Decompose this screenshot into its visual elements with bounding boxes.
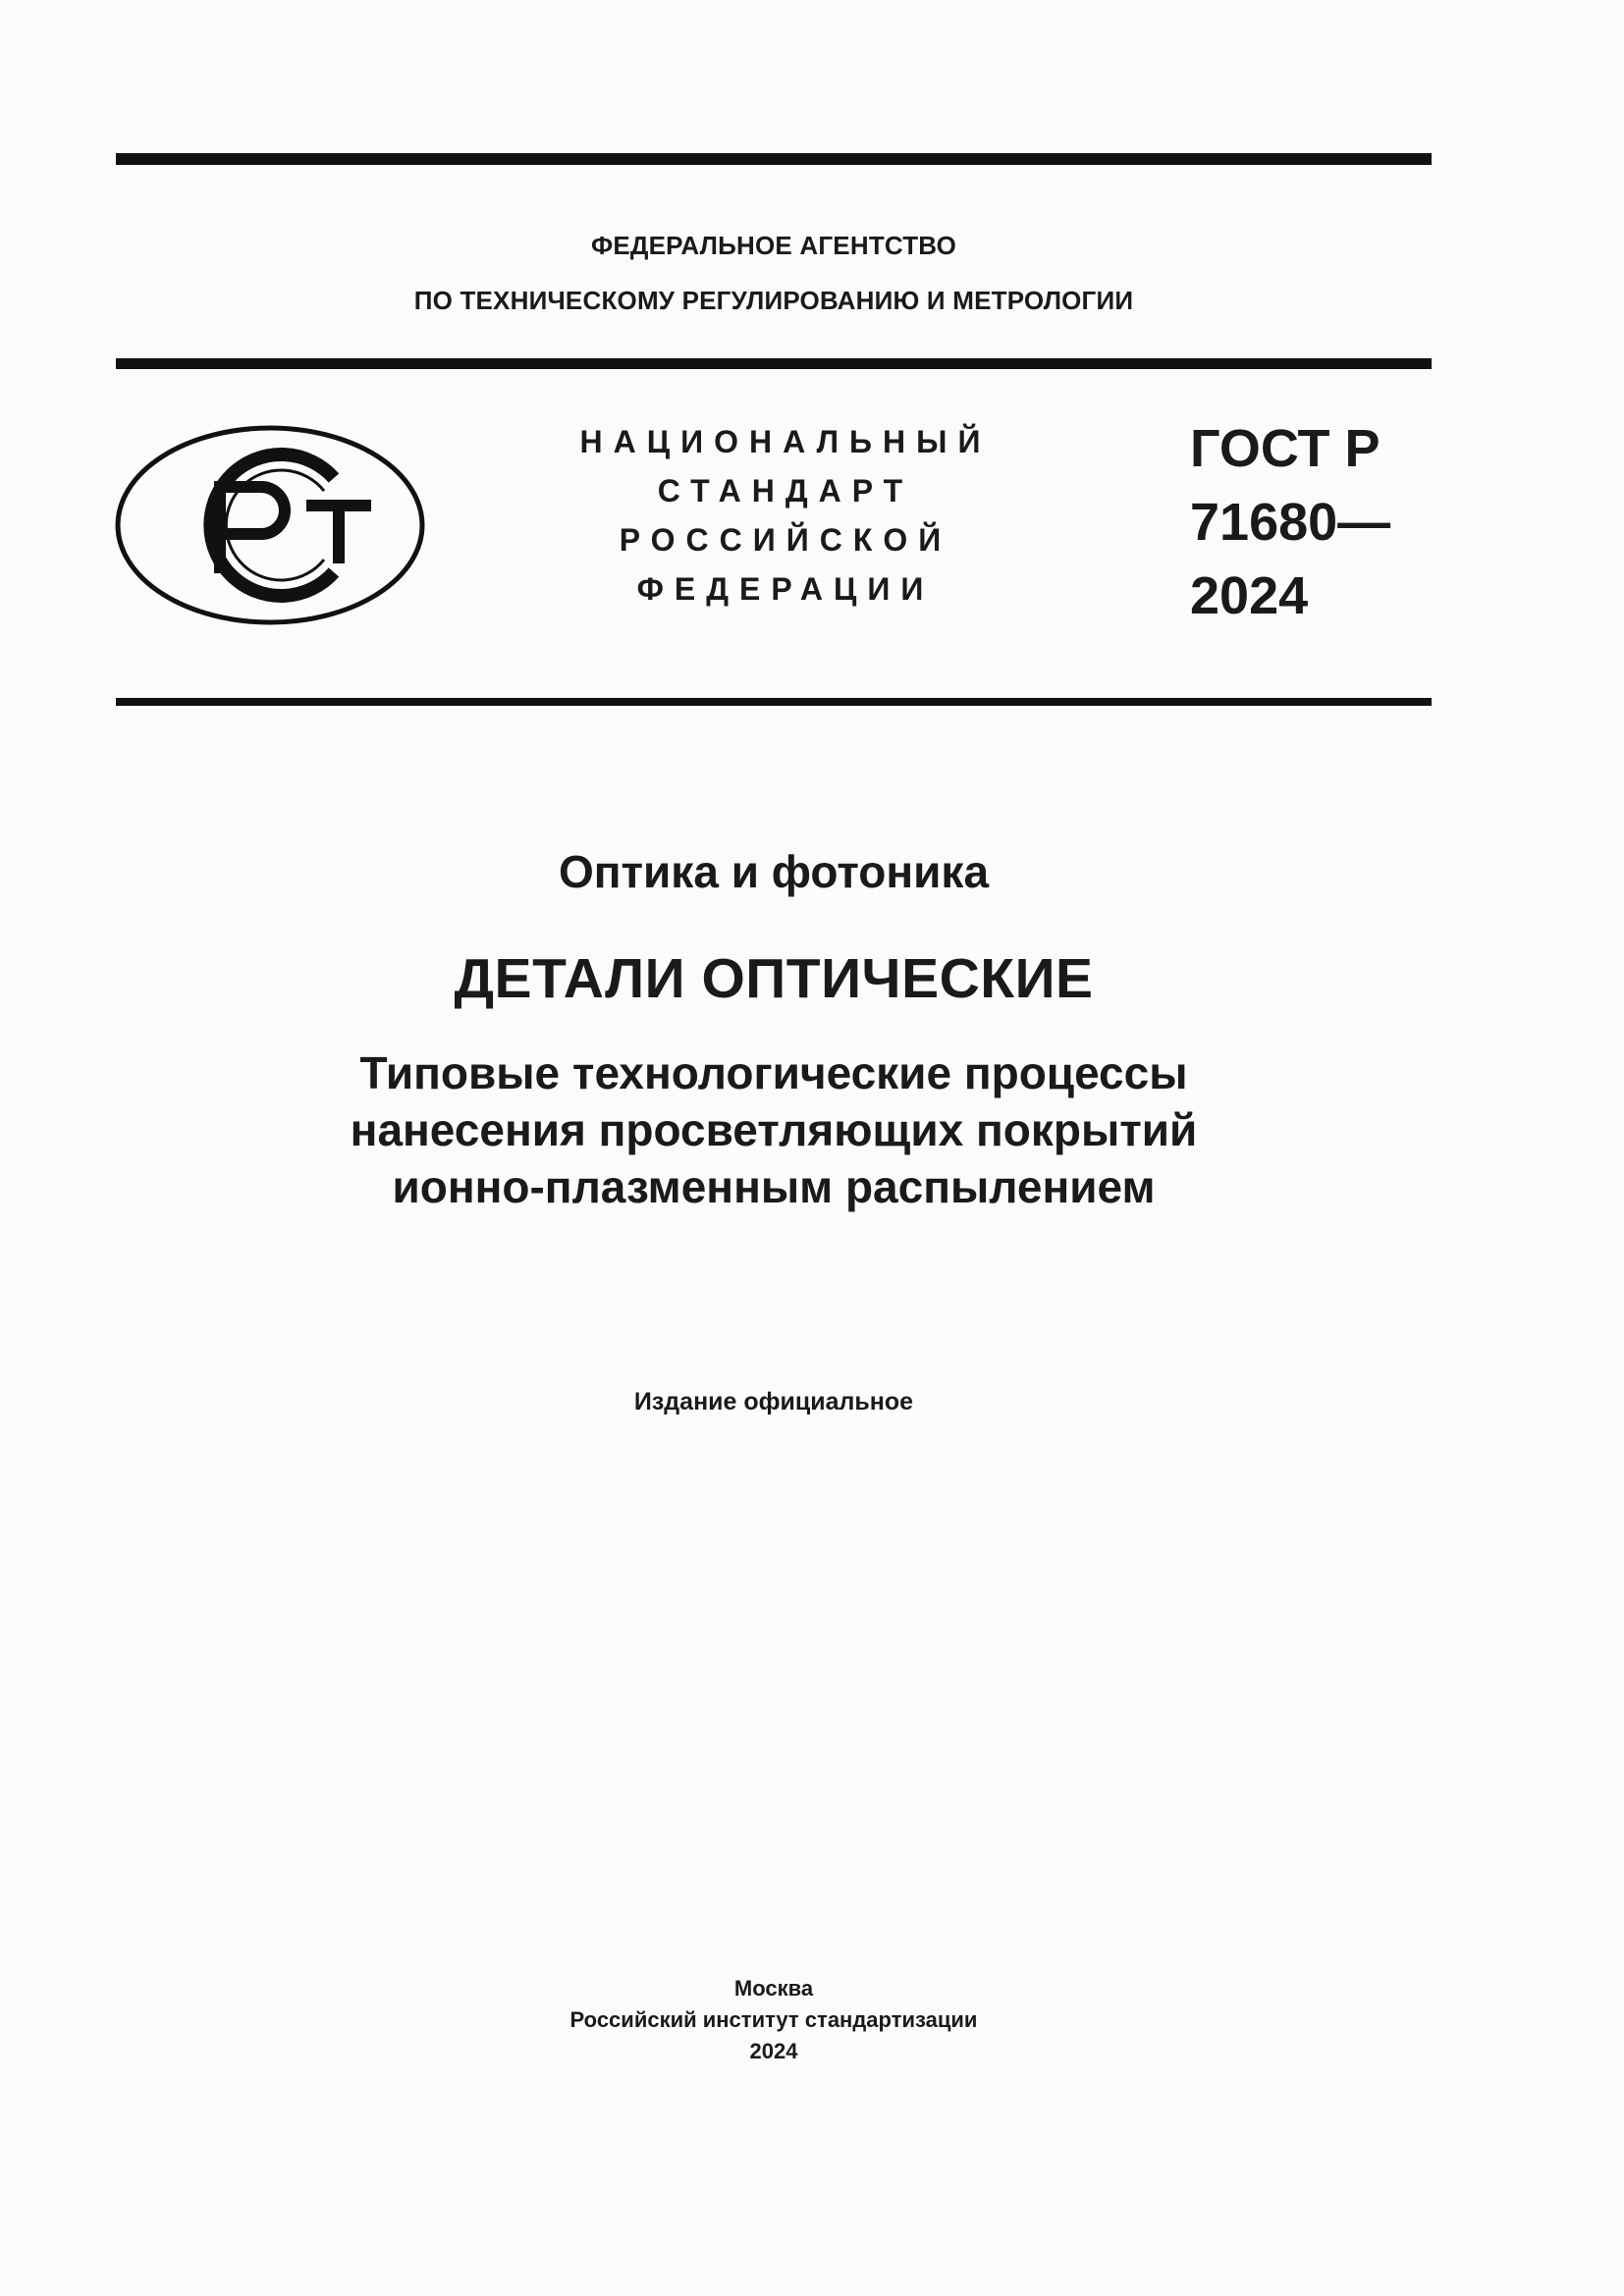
subtitle-line: ионно-плазменным распылением xyxy=(392,1161,1156,1212)
agency-line-1: ФЕДЕРАЛЬНОЕ АГЕНТСТВО xyxy=(590,231,957,260)
imprint-year: 2024 xyxy=(749,2039,798,2063)
agency-header xyxy=(116,218,1432,328)
national-standard-line: НАЦИОНАЛЬНЫЙ xyxy=(579,424,992,459)
document-subject: Оптика и фотоника xyxy=(558,846,990,897)
imprint-publisher: Российский институт стандартизации xyxy=(569,2007,978,2032)
standard-designation xyxy=(1190,412,1390,633)
national-standard-heading xyxy=(550,417,1021,614)
national-standard-line: ФЕДЕРАЦИИ xyxy=(636,571,935,607)
imprint xyxy=(116,1973,1432,2067)
document-subtitle xyxy=(116,1044,1432,1215)
subtitle-line: Типовые технологические процессы xyxy=(359,1047,1188,1098)
rst-logo-icon xyxy=(114,424,426,626)
designation-line: 2024 xyxy=(1190,566,1309,625)
top-rule xyxy=(116,153,1432,165)
document-title: ДЕТАЛИ ОПТИЧЕСКИЕ xyxy=(454,947,1094,1010)
national-standard-line: СТАНДАРТ xyxy=(657,473,914,508)
designation-line: ГОСТ Р xyxy=(1190,419,1380,478)
national-standard-line: РОССИЙСКОЙ xyxy=(619,522,952,558)
designation-line: 71680— xyxy=(1190,493,1391,552)
agency-line-2: ПО ТЕХНИЧЕСКОМУ РЕГУЛИРОВАНИЮ И МЕТРОЛОГИИ xyxy=(413,286,1134,315)
subtitle-line: нанесения просветляющих покрытий xyxy=(350,1104,1198,1155)
edition-note: Издание официальное xyxy=(633,1388,914,1415)
imprint-city: Москва xyxy=(733,1976,814,2001)
lower-rule xyxy=(116,698,1432,706)
middle-rule xyxy=(116,358,1432,369)
